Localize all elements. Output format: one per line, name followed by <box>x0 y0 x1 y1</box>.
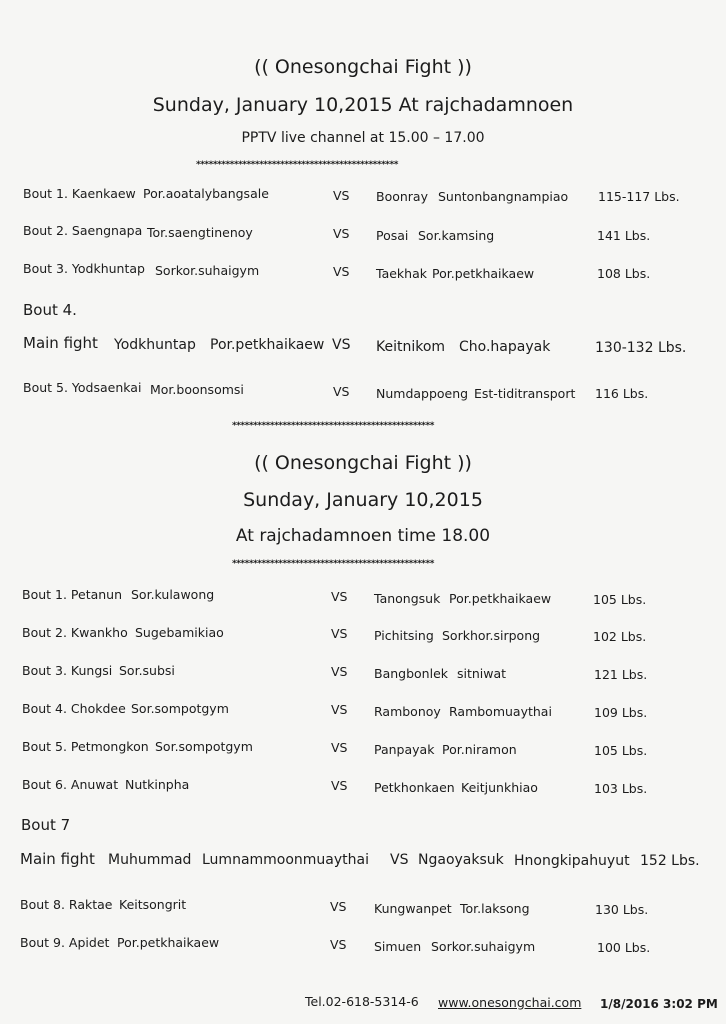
fighter1-camp: Por.petkhaikaew <box>117 935 220 950</box>
fighter2-camp: Est-tiditransport <box>474 386 576 401</box>
bout-label: Bout 6. Anuwat <box>22 777 119 792</box>
vs-label: VS <box>333 188 350 203</box>
fighter1-camp: Nutkinpha <box>125 777 190 792</box>
fighter2-camp: sitniwat <box>457 666 507 681</box>
weight-label: 102 Lbs. <box>593 629 647 644</box>
fighter2-name: Panpayak <box>374 742 435 757</box>
weight-label: 103 Lbs. <box>594 781 648 796</box>
vs-label: VS <box>331 778 348 793</box>
fighter2-camp: Por.petkhaikaew <box>432 266 535 281</box>
fighter2-camp: Sorkhor.sirpong <box>442 628 541 643</box>
bout-label: Bout 1. Kaenkaew <box>23 186 136 201</box>
fighter2-camp: Rambomuaythai <box>449 704 552 719</box>
footer-phone: Tel.02-618-5314-6 <box>305 994 419 1009</box>
fighter2-camp: Por.petkhaikaew <box>449 591 552 606</box>
bout-label: Bout 3. Kungsi <box>22 663 113 678</box>
bout-label: Bout 2. Kwankho <box>22 625 128 640</box>
fighter1-camp: Sugebamikiao <box>135 625 224 640</box>
event2-title: (( Onesongchai Fight )) <box>254 452 472 474</box>
weight-label: 152 Lbs. <box>640 853 700 869</box>
fighter2-name: Rambonoy <box>374 704 441 719</box>
fighter1-camp: Sor.sompotgym <box>155 739 253 754</box>
vs-label: VS <box>333 264 350 279</box>
fighter2-name: Simuen <box>374 939 422 954</box>
fighter2-camp: Tor.laksong <box>460 901 530 916</box>
bout-label: Bout 9. Apidet <box>20 935 110 950</box>
event2-stars-divider: ************************************************ <box>232 559 434 569</box>
bout7-heading: Bout 7 <box>21 816 71 834</box>
footer-website-link[interactable]: www.onesongchai.com <box>438 995 582 1010</box>
weight-label: 105 Lbs. <box>594 743 648 758</box>
fighter2-name: Petkhonkaen <box>374 780 455 795</box>
fighter2-name: Taekhak <box>376 266 427 281</box>
fighter1-camp: Tor.saengtinenoy <box>147 225 253 240</box>
vs-label: VS <box>331 589 348 604</box>
bout-label: Bout 3. Yodkhuntap <box>23 261 145 276</box>
fighter2-camp: Suntonbangnampiao <box>438 189 569 204</box>
event1-stars-divider: ************************************************ <box>196 160 398 170</box>
bout-label: Bout 2. Saengnapa <box>23 223 143 238</box>
event1-date-line: Sunday, January 10,2015 At rajchadamnoen <box>152 94 574 116</box>
fighter2-name: Numdappoeng <box>376 386 469 401</box>
fighter2-name: Posai <box>376 228 409 243</box>
event2-date-line: Sunday, January 10,2015 <box>243 489 483 511</box>
weight-label: 115-117 Lbs. <box>598 189 680 204</box>
fighter2-camp: Por.niramon <box>442 742 517 757</box>
fighter1-camp: Sor.subsi <box>119 663 175 678</box>
weight-label: 108 Lbs. <box>597 266 651 281</box>
weight-label: 100 Lbs. <box>597 940 651 955</box>
fighter1-camp: Por.aoatalybangsale <box>143 186 269 201</box>
weight-label: 105 Lbs. <box>593 592 647 607</box>
weight-label: 121 Lbs. <box>594 667 648 682</box>
fighter2-name: Boonray <box>376 189 428 204</box>
fighter1-camp: Lumnammoonmuaythai <box>202 852 370 868</box>
fighter2-name: Keitnikom <box>376 339 446 355</box>
event1-tv-line: PPTV live channel at 15.00 – 17.00 <box>241 130 485 146</box>
fighter1-camp: Keitsongrit <box>119 897 187 912</box>
vs-label: VS <box>331 702 348 717</box>
fighter1-camp: Por.petkhaikaew <box>210 337 325 353</box>
fighter2-camp: Keitjunkhiao <box>461 780 538 795</box>
fighter1-name: Muhummad <box>108 852 192 868</box>
weight-label: 109 Lbs. <box>594 705 648 720</box>
vs-label: VS <box>333 226 350 241</box>
bout-label: Bout 4. Chokdee <box>22 701 126 716</box>
fighter2-camp: Sor.kamsing <box>418 228 495 243</box>
vs-label: VS <box>332 337 351 353</box>
vs-label: VS <box>331 664 348 679</box>
footer-timestamp: 1/8/2016 3:02 PM <box>600 997 718 1011</box>
vs-label: VS <box>330 899 347 914</box>
vs-label: VS <box>331 626 348 641</box>
vs-label: VS <box>331 740 348 755</box>
weight-label: 116 Lbs. <box>595 386 649 401</box>
main-fight-label: Main fight <box>20 850 95 868</box>
vs-label: VS <box>390 852 409 868</box>
event2-time-line: At rajchadamnoen time 18.00 <box>235 526 491 546</box>
vs-label: VS <box>333 384 350 399</box>
fighter2-camp: Sorkor.suhaigym <box>431 939 536 954</box>
bout-label: Bout 5. Petmongkon <box>22 739 149 754</box>
fighter2-name: Kungwanpet <box>374 901 452 916</box>
fighter1-camp: Sor.kulawong <box>131 587 215 602</box>
event1-title: (( Onesongchai Fight )) <box>254 56 472 78</box>
fighter2-name: Ngaoyaksuk <box>418 852 504 868</box>
weight-label: 141 Lbs. <box>597 228 651 243</box>
bout-label: Bout 8. Raktae <box>20 897 113 912</box>
fighter1-camp: Sor.sompotgym <box>131 701 229 716</box>
section-stars-divider: ************************************************ <box>232 421 434 431</box>
fighter1-camp: Sorkor.suhaigym <box>155 263 260 278</box>
bout4-heading: Bout 4. <box>23 301 77 319</box>
vs-label: VS <box>330 937 347 952</box>
fighter2-name: Pichitsing <box>374 628 434 643</box>
fighter1-camp: Mor.boonsomsi <box>150 382 244 397</box>
bout-label: Bout 5. Yodsaenkai <box>23 380 142 395</box>
bout-label: Bout 1. Petanun <box>22 587 123 602</box>
fighter2-name: Bangbonlek <box>374 666 448 681</box>
main-fight-label: Main fight <box>23 334 98 352</box>
weight-label: 130-132 Lbs. <box>595 340 687 356</box>
weight-label: 130 Lbs. <box>595 902 649 917</box>
fighter2-camp: Hnongkipahuyut <box>514 853 630 869</box>
fighter2-name: Tanongsuk <box>374 591 441 606</box>
fighter2-camp: Cho.hapayak <box>459 339 551 355</box>
fighter1-name: Yodkhuntap <box>114 337 196 353</box>
